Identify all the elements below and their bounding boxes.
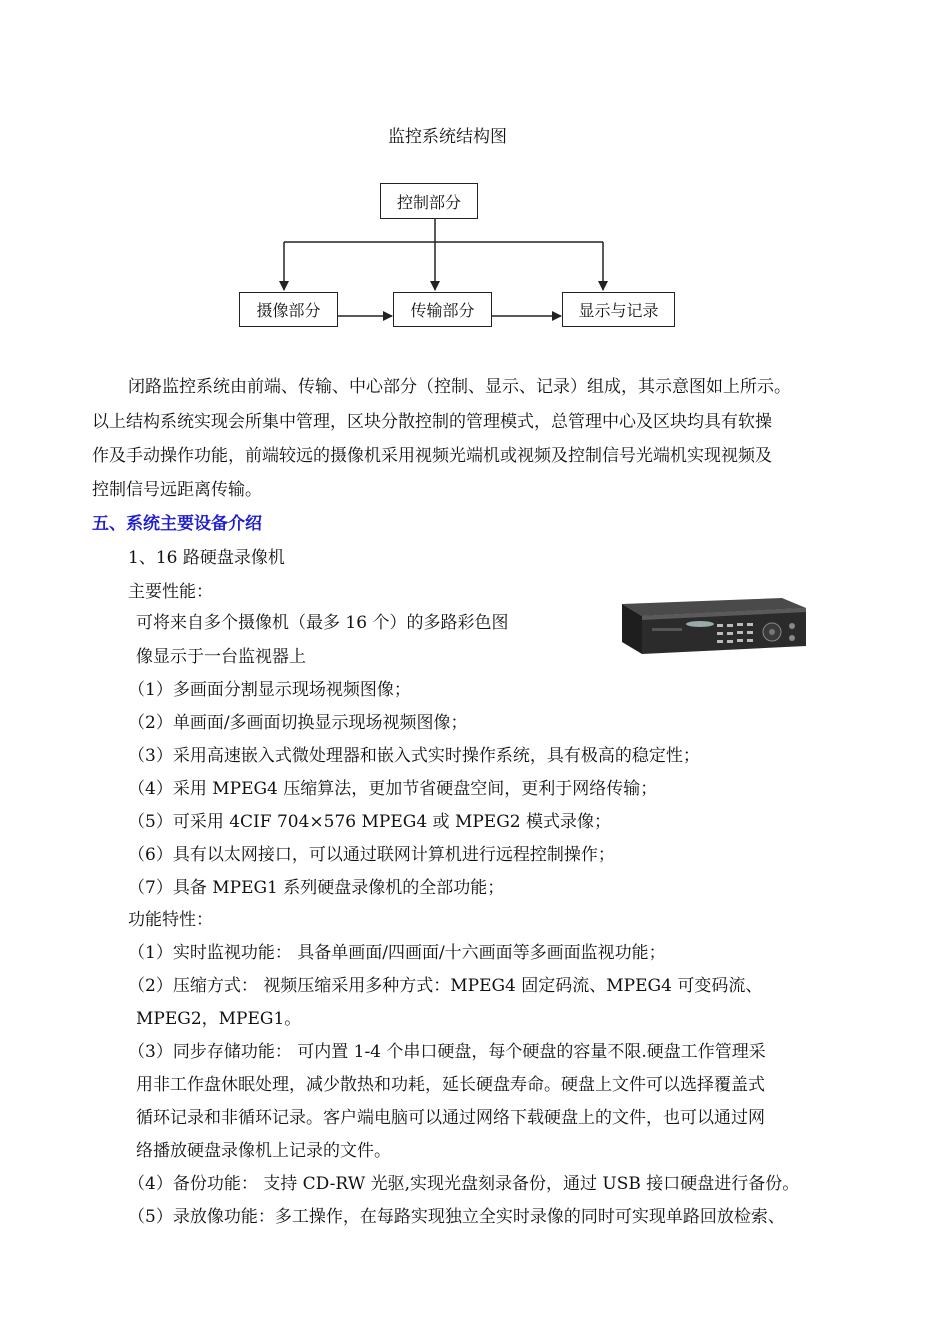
feature-2-line-2: MPEG2，MPEG1。 xyxy=(136,1009,302,1029)
node-camera-label: 摄像部分 xyxy=(256,301,321,320)
feature-2-line-1: （2）压缩方式： 视频压缩采用多种方式：MPEG4 固定码流、MPEG4 可变码流、 xyxy=(128,976,763,996)
item-title: 1、16 路硬盘录像机 xyxy=(128,548,285,568)
intro-line-2: 以上结构系统实现会所集中管理，区块分散控制的管理模式，总管理中心及区块均具有软操 xyxy=(92,412,772,432)
section-heading: 五、系统主要设备介绍 xyxy=(92,514,262,534)
intro-line-1: 闭路监控系统由前端、传输、中心部分（控制、显示、记录）组成，其示意图如上所示。 xyxy=(128,377,791,397)
intro-line-3: 作及手动操作功能，前端较远的摄像机采用视频光端机或视频及控制信号光端机实现视频及 xyxy=(92,446,772,466)
node-camera xyxy=(239,292,338,327)
feature-3-line-1: （3）同步存储功能： 可内置 1-4 个串口硬盘，每个硬盘的容量不限.硬盘工作管理采 xyxy=(128,1042,766,1062)
feature-3-line-2: 用非工作盘休眠处理，减少散热和功耗，延长硬盘寿命。硬盘上文件可以选择覆盖式 xyxy=(136,1075,765,1095)
node-display-label: 显示与记录 xyxy=(578,301,659,320)
node-transmission-label: 传输部分 xyxy=(410,301,475,320)
feature-5: （5）录放像功能：多工操作，在每路实现独立全实时录像的同时可实现单路回放检索、 xyxy=(128,1207,785,1227)
features-label: 功能特性： xyxy=(128,910,213,930)
feature-1: （1）实时监视功能： 具备单画面/四画面/十六画面等多画面监视功能； xyxy=(128,943,666,963)
perf-item-4: （4）采用 MPEG4 压缩算法，更加节省硬盘空间，更利于网络传输； xyxy=(128,779,658,799)
summary-line-1: 可将来自多个摄像机（最多 16 个）的多路彩色图 xyxy=(136,613,509,633)
feature-3-line-3: 循环记录和非循环记录。客户端电脑可以通过网络下载硬盘上的文件，也可以通过网 xyxy=(136,1108,765,1128)
feature-3-line-4: 络播放硬盘录像机上记录的文件。 xyxy=(136,1141,391,1161)
intro-line-4: 控制信号远距离传输。 xyxy=(92,480,262,500)
node-transmission xyxy=(393,292,492,327)
diagram-title: 监控系统结构图 xyxy=(388,127,507,147)
perf-item-1: （1）多画面分割显示现场视频图像； xyxy=(128,680,411,700)
dvr-product-image xyxy=(612,594,812,664)
node-control xyxy=(380,183,478,219)
perf-item-3: （3）采用高速嵌入式微处理器和嵌入式实时操作系统，具有极高的稳定性； xyxy=(128,746,700,766)
perf-item-2: （2）单画面/多画面切换显示现场视频图像； xyxy=(128,713,468,733)
perf-item-7: （7）具备 MPEG1 系列硬盘录像机的全部功能； xyxy=(128,878,505,898)
perf-item-6: （6）具有以太网接口，可以通过联网计算机进行远程控制操作； xyxy=(128,845,615,865)
feature-4: （4）备份功能： 支持 CD-RW 光驱,实现光盘刻录备份，通过 USB 接口硬盘进行备份。 xyxy=(128,1174,800,1194)
node-control-label: 控制部分 xyxy=(396,192,461,212)
summary-line-2: 像显示于一台监视器上 xyxy=(136,647,306,667)
main-performance-label: 主要性能： xyxy=(128,582,213,602)
node-display xyxy=(562,292,675,327)
perf-item-5: （5）可采用 4CIF 704×576 MPEG4 或 MPEG2 模式录像； xyxy=(128,812,612,832)
